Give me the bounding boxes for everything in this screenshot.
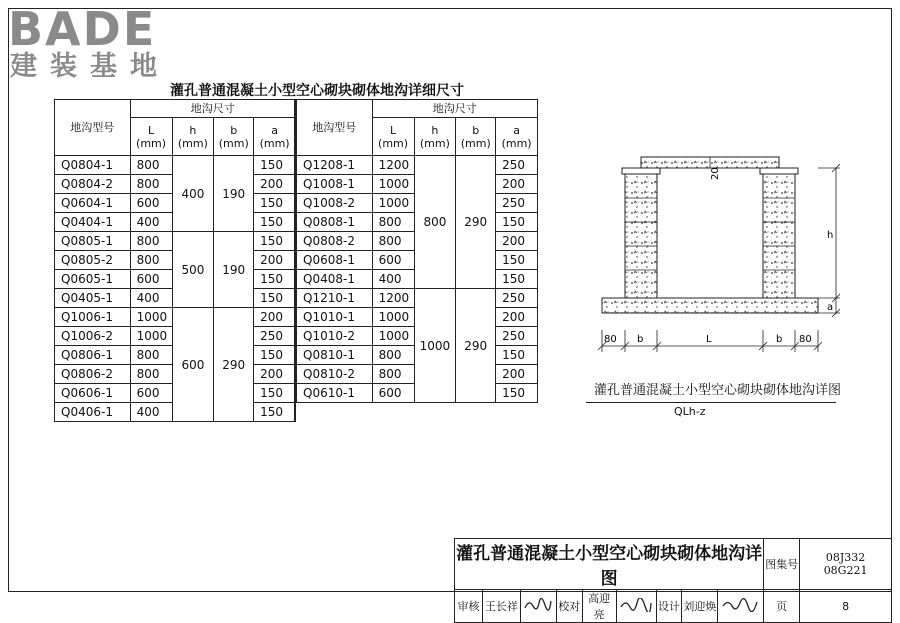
cell-type: Q0805-1 [55, 232, 131, 251]
title-block-title: 灌孔普通混凝土小型空心砌块砌体地沟详图 [455, 539, 764, 590]
cell-L: 600 [130, 270, 172, 289]
dim-b-right: b [776, 334, 783, 345]
cell-a: 150 [254, 232, 296, 251]
atlas-label: 图集号 [764, 539, 800, 590]
cell-type: Q1208-1 [297, 156, 373, 175]
cell-a: 150 [254, 270, 296, 289]
cell-a: 200 [254, 365, 296, 384]
cell-L: 1000 [372, 194, 414, 213]
left-wall-cap [622, 168, 660, 174]
cell-a: 200 [496, 308, 538, 327]
cell-h-group: 500 [172, 232, 214, 308]
cell-L: 1000 [130, 327, 172, 346]
cell-L: 800 [130, 251, 172, 270]
cell-type: Q1010-2 [297, 327, 373, 346]
cell-type: Q1006-1 [55, 308, 131, 327]
cell-a: 150 [254, 213, 296, 232]
cell-type: Q0405-1 [55, 289, 131, 308]
cell-L: 400 [130, 403, 172, 422]
right-wall-cap [760, 168, 798, 174]
cell-L: 1000 [372, 308, 414, 327]
cell-type: Q0610-1 [297, 384, 373, 403]
cell-h-group: 600 [172, 308, 214, 422]
title-block [454, 538, 892, 623]
dim-b-left: b [637, 334, 644, 345]
table-row [55, 232, 296, 251]
cell-b-group: 290 [214, 308, 254, 422]
cell-b-group: 290 [456, 289, 496, 403]
logo [8, 2, 170, 82]
cell-type: Q0604-1 [55, 194, 131, 213]
cell-b-group: 190 [214, 156, 254, 232]
checker-name: 高迎亮 [582, 590, 616, 623]
cell-type: Q1006-2 [55, 327, 131, 346]
table-row [55, 308, 296, 327]
dimension-table-left [54, 99, 296, 422]
cell-a: 250 [254, 327, 296, 346]
table-separator [294, 99, 296, 421]
table-row [297, 156, 538, 175]
table-title: 灌孔普通混凝土小型空心砌块砌体地沟详细尺寸 [170, 83, 464, 99]
cell-type: Q0805-2 [55, 251, 131, 270]
cell-type: Q0404-1 [55, 213, 131, 232]
cell-a: 250 [496, 327, 538, 346]
header-a: a (mm) [496, 118, 538, 156]
reviewer-name: 王长祥 [482, 590, 520, 623]
right-wall [763, 174, 795, 298]
designer-name: 刘迎焕 [682, 590, 718, 623]
header-type: 地沟型号 [55, 100, 131, 156]
cell-b-group: 190 [214, 232, 254, 308]
cell-L: 400 [372, 270, 414, 289]
cell-a: 150 [254, 403, 296, 422]
cell-type: Q0810-2 [297, 365, 373, 384]
cell-a: 150 [496, 384, 538, 403]
drawing-code: QLh-z [674, 405, 706, 418]
cell-type: Q0606-1 [55, 384, 131, 403]
cell-a: 150 [254, 289, 296, 308]
logo-sub-text: 建装基地 [10, 51, 170, 82]
cell-L: 600 [130, 194, 172, 213]
cell-type: Q0608-1 [297, 251, 373, 270]
cell-L: 1000 [372, 327, 414, 346]
cell-type: Q1210-1 [297, 289, 373, 308]
dim-20: 20 [710, 167, 721, 180]
cell-a: 150 [496, 270, 538, 289]
dim-80-left: 80 [604, 334, 617, 345]
cell-type: Q1010-1 [297, 308, 373, 327]
dimension-table-right [296, 99, 538, 403]
cell-L: 400 [130, 213, 172, 232]
cell-a: 150 [496, 213, 538, 232]
header-group: 地沟尺寸 [372, 100, 537, 118]
cell-a: 150 [254, 194, 296, 213]
cell-type: Q0806-2 [55, 365, 131, 384]
cell-L: 1000 [372, 175, 414, 194]
header-b: b (mm) [456, 118, 496, 156]
cell-a: 250 [496, 289, 538, 308]
cell-L: 1200 [372, 289, 414, 308]
trench-section-drawing [580, 140, 840, 372]
cell-L: 800 [130, 346, 172, 365]
cell-type: Q0804-2 [55, 175, 131, 194]
cell-L: 600 [130, 384, 172, 403]
cell-a: 150 [496, 346, 538, 365]
cell-a: 200 [496, 365, 538, 384]
cell-type: Q1008-2 [297, 194, 373, 213]
cell-a: 200 [254, 175, 296, 194]
cell-type: Q0810-1 [297, 346, 373, 365]
cell-h-group: 400 [172, 156, 214, 232]
header-group: 地沟尺寸 [130, 100, 295, 118]
cell-h-group: 1000 [414, 289, 456, 403]
cell-a: 150 [254, 346, 296, 365]
cell-h-group: 800 [414, 156, 456, 289]
atlas-number: 08J332 08G221 [800, 539, 892, 590]
cell-a: 250 [496, 194, 538, 213]
cell-a: 250 [496, 156, 538, 175]
cell-L: 800 [130, 232, 172, 251]
cell-type: Q1008-1 [297, 175, 373, 194]
cell-type: Q0808-2 [297, 232, 373, 251]
dim-h: h [827, 230, 834, 241]
cell-type: Q0406-1 [55, 403, 131, 422]
check-label: 校对 [556, 590, 582, 623]
checker-signature [616, 590, 656, 623]
table-row [297, 289, 538, 308]
cell-b-group: 290 [456, 156, 496, 289]
base-slab [602, 298, 818, 313]
cell-type: Q0804-1 [55, 156, 131, 175]
designer-signature [718, 590, 764, 623]
cell-a: 150 [254, 384, 296, 403]
cell-type: Q0806-1 [55, 346, 131, 365]
reviewer-signature [520, 590, 556, 623]
cell-L: 600 [372, 251, 414, 270]
dim-L: L [706, 334, 712, 345]
header-L: L (mm) [130, 118, 172, 156]
header-b: b (mm) [214, 118, 254, 156]
page-label: 页 [764, 590, 800, 623]
cell-L: 600 [372, 384, 414, 403]
cell-L: 1000 [130, 308, 172, 327]
cell-type: Q0605-1 [55, 270, 131, 289]
dim-80-right: 80 [799, 334, 812, 345]
cell-type: Q0808-1 [297, 213, 373, 232]
logo-main-text: BADE [8, 2, 157, 56]
header-L: L (mm) [372, 118, 414, 156]
cell-a: 150 [254, 156, 296, 175]
cell-L: 800 [130, 175, 172, 194]
drawing-title-underline [586, 402, 836, 403]
cell-L: 800 [372, 346, 414, 365]
cell-L: 800 [130, 365, 172, 384]
table-row [55, 156, 296, 175]
cell-L: 800 [372, 213, 414, 232]
cell-L: 800 [372, 365, 414, 384]
header-h: h (mm) [172, 118, 214, 156]
cell-a: 200 [254, 251, 296, 270]
cell-a: 200 [254, 308, 296, 327]
cell-L: 800 [130, 156, 172, 175]
page-number: 8 [800, 590, 892, 623]
review-label: 审核 [455, 590, 483, 623]
cell-a: 200 [496, 175, 538, 194]
left-wall [625, 174, 657, 298]
cell-L: 800 [372, 232, 414, 251]
dim-a: a [827, 302, 834, 313]
header-h: h (mm) [414, 118, 456, 156]
header-a: a (mm) [254, 118, 296, 156]
cell-L: 400 [130, 289, 172, 308]
design-label: 设计 [656, 590, 682, 623]
cell-a: 200 [496, 232, 538, 251]
cell-type: Q0408-1 [297, 270, 373, 289]
drawing-title: 灌孔普通混凝土小型空心砌块砌体地沟详图 [594, 383, 842, 398]
cell-a: 150 [496, 251, 538, 270]
cell-L: 1200 [372, 156, 414, 175]
header-type: 地沟型号 [297, 100, 373, 156]
